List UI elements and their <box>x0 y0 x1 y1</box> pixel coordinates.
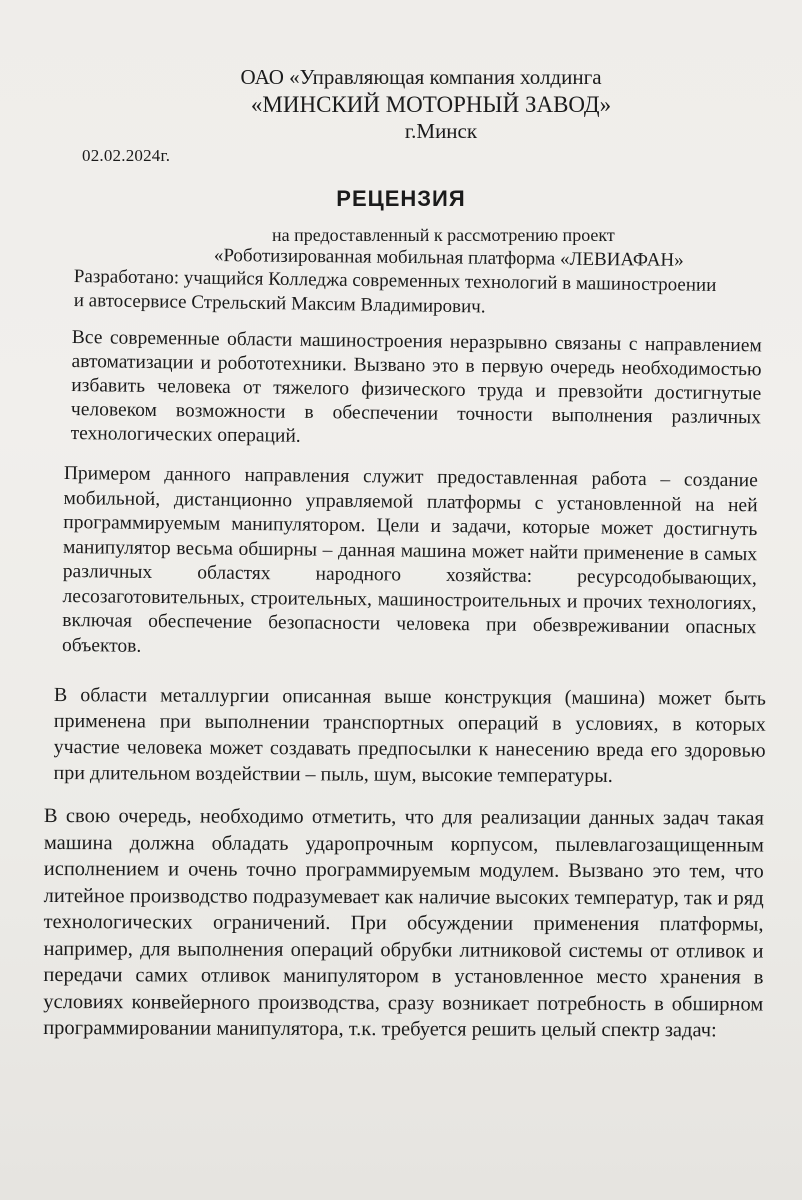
organization-city: г.Минск <box>404 119 478 143</box>
body-paragraph-4: В свою очередь, необходимо отметить, что для реализации данных задач такая машина должна обладать ударопрочным корпусом, пылевлагозащищенным исполнением и очень точно программируемым модулем. Вызвано это тем, что литейное производство подразумевает как наличие высоких температур, так и ряд технологических ограничений. При обсуждении применения платформы, например, для выполнения операций обрубки литниковой системы от отливок и передачи самих отливок манипулятором в установленное место хранения в условиях конвейерного производства, сразу возникает потребность в обширном программировании манипулятора, т.к. требуется решить целый спектр задач: <box>43 804 764 1041</box>
body-paragraph-1: Все современные области машиностроения неразрывно связаны с направлением автоматизации и робототехники. Вызвано это в первую очередь необходимостью избавить человека от тяжелого физического труда и превзойти достигнутые человеком возможности в обеспечении точности выполнения различных технологических операций. <box>70 326 762 447</box>
organization-name-line1: ОАО «Управляющая компания холдинга <box>240 65 602 89</box>
body-paragraph-2: Примером данного направления служит предоставленная работа – создание мобильной, дистанционно управляемой платформы с установленной на ней программируемым манипулятором. Цели и задачи, которые может достигнуть манипулятор весьма обширны – данная машина может найти применение в самых различных областях народного хозяйства: ресурсодобывающих, лесозаготовительных, строительных, машиностроительных и прочих технологиях, включая обеспечение безопасности человека при обезвреживании опасных объектов. <box>61 462 758 656</box>
intro-line-developer-name: и автосервисе Стрельский Максим Владимирович. <box>73 290 486 318</box>
organization-name-line2: «МИНСКИЙ МОТОРНЫЙ ЗАВОД» <box>250 92 612 117</box>
intro-line-developer: Разработано: учащийся Колледжа современных технологий в машиностроении <box>73 266 717 296</box>
document-title: РЕЦЕНЗИЯ <box>336 186 466 211</box>
intro-line-project: на предоставленный к рассмотрению проект <box>272 225 615 245</box>
intro-line-project-name: «Роботизированная мобильная платформа «ЛЕВИАФАН» <box>213 245 684 271</box>
body-paragraph-3: В области металлургии описанная выше конструкция (машина) может быть применена при выполнении транспортных операций в условиях, в которых участие человека может создавать предпосылки к нанесению вреда его здоровью при длительном воздействии – пыль, шум, высокие температуры. <box>53 684 766 787</box>
document-date: 02.02.2024г. <box>82 146 171 165</box>
